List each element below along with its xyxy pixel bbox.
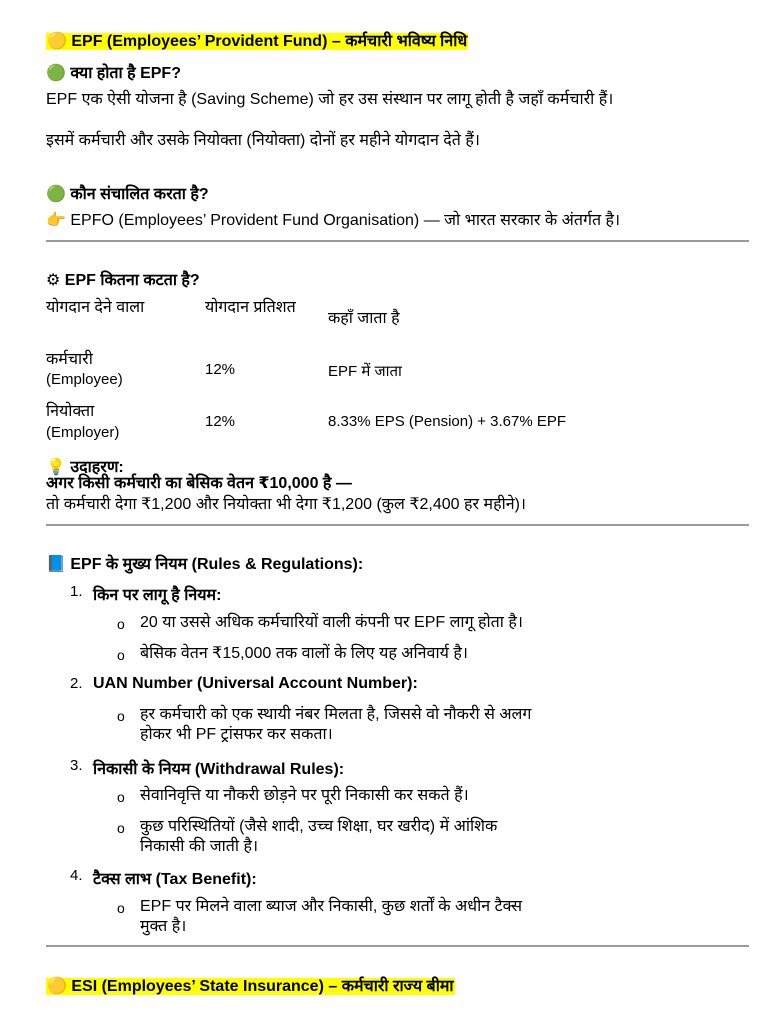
list-number: 4. xyxy=(70,867,83,884)
list-number: 2. xyxy=(70,675,83,692)
example-label: 💡 उदाहरण: xyxy=(46,459,124,476)
divider xyxy=(46,240,749,242)
rules-heading: 📘 EPF के मुख्य नियम (Rules & Regulations): xyxy=(46,556,364,573)
rule-bullet-text: 20 या उससे अधिक कर्मचारियों वाली कंपनी पर EPF लागू होता है। xyxy=(140,614,523,631)
table-header-contributor: योगदान देने वाला xyxy=(46,299,145,316)
rule-bullet-text: बेसिक वेतन ₹15,000 तक वालों के लिए यह अनिवार्य है। xyxy=(140,645,468,662)
esi-section-title xyxy=(46,974,455,996)
rule-title: टैक्स लाभ (Tax Benefit): xyxy=(93,871,257,888)
table-row-employee-en: (Employee) xyxy=(46,371,123,388)
how-much-deducted-heading: ⚙ EPF कितना कटता है? xyxy=(46,272,200,289)
bullet-icon: o xyxy=(117,647,125,663)
epfo-line: 👉 EPFO (Employees’ Provident Fund Organisation) — जो भारत सरकार के अंतर्गत है। xyxy=(46,212,621,229)
divider xyxy=(46,945,749,947)
bullet-icon: o xyxy=(117,616,125,632)
rule-bullet-text: कुछ परिस्थितियों (जैसे शादी, उच्च शिक्षा, घर खरीद) में आंशिक xyxy=(140,818,498,835)
example-line-1: अगर किसी कर्मचारी का बेसिक वेतन ₹10,000 है — xyxy=(46,475,352,492)
what-is-epf-body-2: इसमें कर्मचारी और उसके नियोक्ता (नियोक्ता) दोनों हर महीने योगदान देते हैं। xyxy=(46,132,480,149)
rule-bullet-text: होकर भी PF ट्रांसफर कर सकता। xyxy=(140,726,333,743)
rule-bullet-text: निकासी की जाती है। xyxy=(140,838,259,855)
rule-title: निकासी के नियम (Withdrawal Rules): xyxy=(93,761,345,778)
bullet-icon: o xyxy=(117,820,125,836)
rule-bullet-text: हर कर्मचारी को एक स्थायी नंबर मिलता है, जिससे वो नौकरी से अलग xyxy=(140,706,532,723)
rule-bullet-text: सेवानिवृत्ति या नौकरी छोड़ने पर पूरी निकासी कर सकते हैं। xyxy=(140,787,469,804)
rule-bullet-text: मुक्त है। xyxy=(140,918,187,935)
list-number: 1. xyxy=(70,583,83,600)
table-row-employer-label: नियोक्ता xyxy=(46,403,95,420)
table-row-employer-en: (Employer) xyxy=(46,424,120,441)
epf-section-title xyxy=(46,29,468,51)
bullet-icon: o xyxy=(117,900,125,916)
divider xyxy=(46,524,749,526)
table-row-employee-percent: 12% xyxy=(205,361,236,378)
who-manages-question: 🟢 कौन संचालित करता है? xyxy=(46,186,209,203)
rule-title: UAN Number (Universal Account Number): xyxy=(93,675,418,692)
bullet-icon: o xyxy=(117,708,125,724)
table-header-percent: योगदान प्रतिशत xyxy=(205,299,296,316)
esi-title-highlight: 🟡 ESI (Employees’ State Insurance) – कर्मचारी राज्य बीमा xyxy=(47,978,454,995)
bullet-icon: o xyxy=(117,789,125,805)
table-row-employee-label: कर्मचारी xyxy=(46,351,93,368)
epf-title-highlight: 🟡 EPF (Employees’ Provident Fund) – कर्मचारी भविष्य निधि xyxy=(47,33,468,50)
rule-bullet-text: EPF पर मिलने वाला ब्याज और निकासी, कुछ शर्तों के अधीन टैक्स xyxy=(140,898,523,915)
table-header-where: कहाँ जाता है xyxy=(328,310,400,327)
rule-title: किन पर लागू है नियम: xyxy=(93,587,222,604)
list-number: 3. xyxy=(70,757,83,774)
table-row-employee-where: EPF में जाता xyxy=(328,363,402,380)
table-row-employer-percent: 12% xyxy=(205,413,236,430)
example-line-2: तो कर्मचारी देगा ₹1,200 और नियोक्ता भी देगा ₹1,200 (कुल ₹2,400 हर महीने)। xyxy=(46,496,526,513)
what-is-epf-body-1: EPF एक ऐसी योजना है (Saving Scheme) जो हर उस संस्थान पर लागू होती है जहाँ कर्मचारी हैं। xyxy=(46,91,614,108)
table-row-employer-where: 8.33% EPS (Pension) + 3.67% EPF xyxy=(328,413,567,430)
what-is-epf-question: 🟢 क्या होता है EPF? xyxy=(46,65,181,82)
